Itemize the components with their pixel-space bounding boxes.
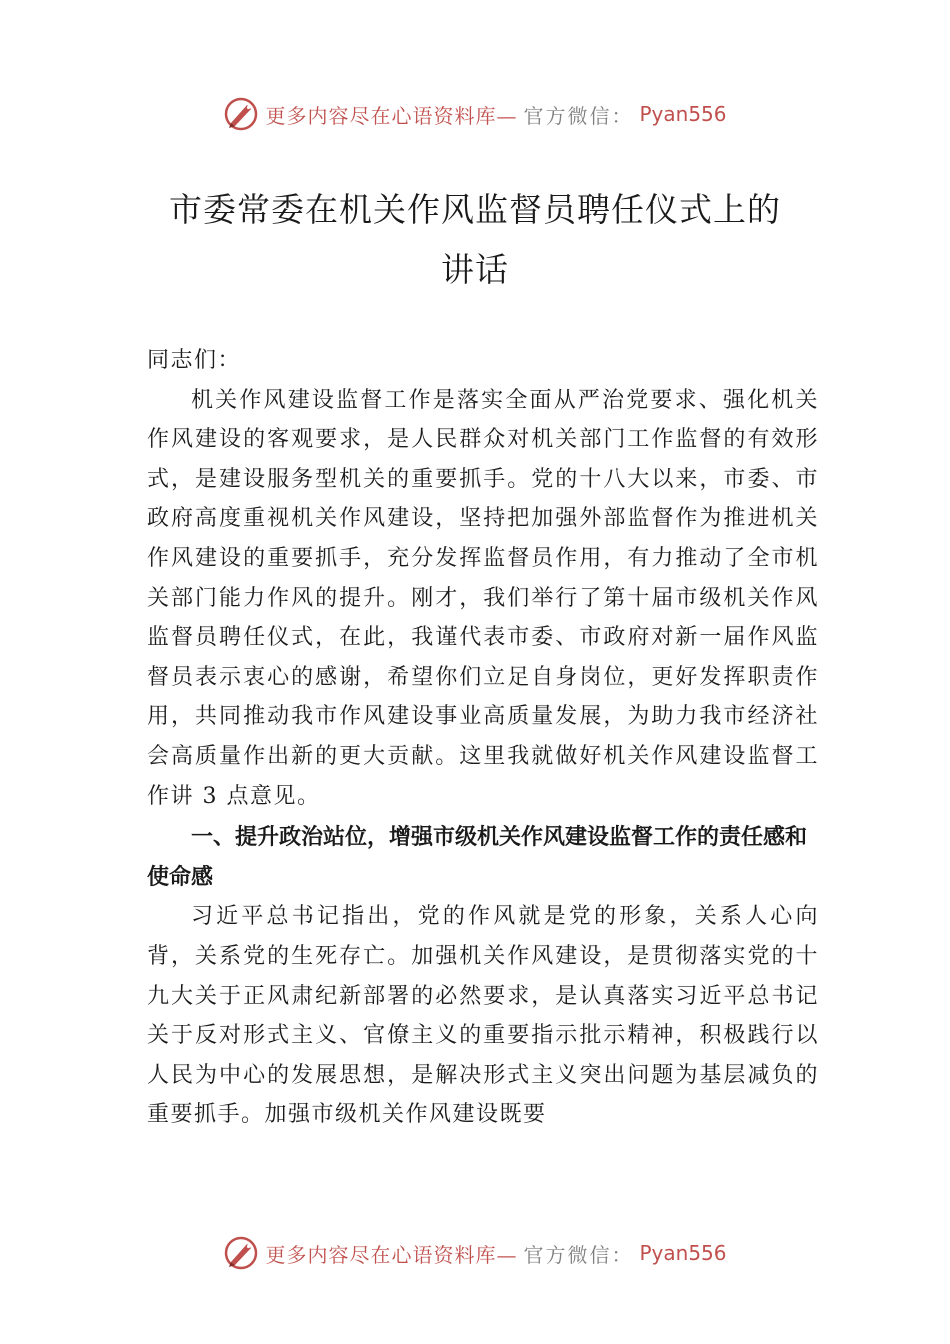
paragraph-2: 习近平总书记指出，党的作风就是党的形象，关系人心向背，关系党的生死存亡。加强机关作风建设，是贯彻落实党的十九大关于正风肃纪新部署的必然要求，是认真落实习近平总书记关于反对形式主义、官僚主义的重要指示批示精神，积极践行以人民为中心的发展思想，是解决形式主义突出问题为基层减负的重要抓手。加强市级机关作风建设既要	[147, 904, 819, 1128]
header-watermark	[0, 94, 950, 134]
pen-logo-icon	[223, 1235, 259, 1271]
title-line-2: 讲话	[441, 250, 509, 289]
pen-logo-icon	[223, 96, 259, 132]
document-title	[120, 180, 830, 300]
footer-watermark	[0, 1233, 950, 1273]
title-line-1: 市委常委在机关作风监督员聘任仪式上的	[169, 190, 781, 229]
section-heading-1: 一、提升政治站位，增强市级机关作风建设监督工作的责任感和使命感	[147, 825, 808, 890]
document-body	[147, 341, 819, 1135]
watermark-label: 官方微信：	[523, 1242, 634, 1267]
watermark-wechat-id: Pyan556	[639, 102, 727, 126]
paragraph-1: 机关作风建设监督工作是落实全面从严治党要求、强化机关作风建设的客观要求，是人民群众对机关部门工作监督的有效形式，是建设服务型机关的重要抓手。党的十八大以来，市委、市政府高度重视机关作风建设，坚持把加强外部监督作为推进机关作风建设的重要抓手，充分发挥监督员作用，有力推动了全市机关部门能力作风的提升。刚才，我们举行了第十届市级机关作风监督员聘任仪式，在此，我谨代表市委、市政府对新一届作风监督员表示衷心的感谢，希望你们立足自身岗位，更好发挥职责作用，共同推动我市作风建设事业高质量发展，为助力我市经济社会高质量作出新的更大贡献。这里我就做好机关作风建设监督工作讲 3 点意见。	[147, 387, 819, 809]
salutation: 同志们：	[147, 348, 242, 373]
watermark-text: 更多内容尽在心语资料库—	[265, 103, 518, 128]
watermark-wechat-id: Pyan556	[639, 1241, 727, 1265]
watermark-text: 更多内容尽在心语资料库—	[265, 1242, 518, 1267]
watermark-label: 官方微信：	[523, 103, 634, 128]
